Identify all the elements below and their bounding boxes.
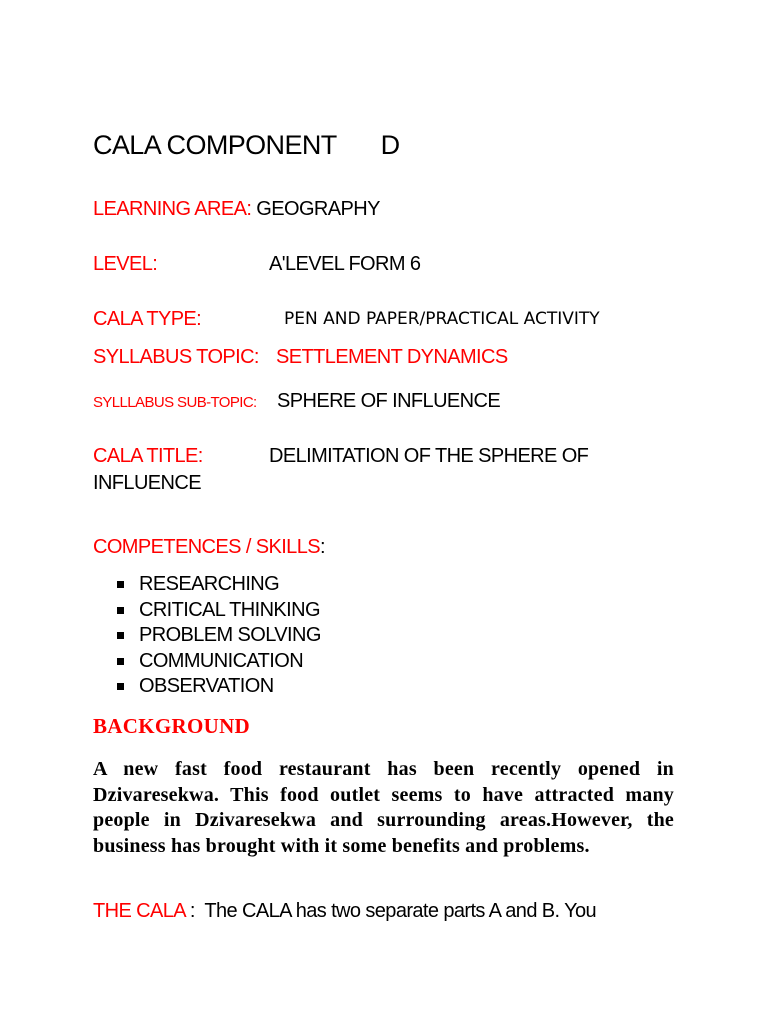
syllabus-topic-row xyxy=(93,346,259,369)
cala-type-value: PEN AND PAPER/PRACTICAL ACTIVITY xyxy=(284,309,600,329)
square-bullet-icon xyxy=(117,632,124,639)
level-row xyxy=(93,253,157,276)
competences-heading xyxy=(93,536,325,559)
sub-topic-row xyxy=(93,394,257,412)
title-right: D xyxy=(380,130,400,160)
sub-topic-label: SYLLLABUS SUB-TOPIC: xyxy=(93,394,257,411)
level-label: LEVEL: xyxy=(93,253,158,275)
syllabus-topic-value: SETTLEMENT DYNAMICS xyxy=(276,346,508,368)
cala-title-label: CALA TITLE: xyxy=(93,445,203,467)
list-item: COMMUNICATION xyxy=(117,649,321,675)
the-cala-text: The CALA has two separate parts A and B. You xyxy=(194,900,597,922)
the-cala-label: THE CALA xyxy=(93,900,185,922)
the-cala-separator: : xyxy=(184,900,195,922)
competences-colon: : xyxy=(319,536,325,558)
background-paragraph: A new fast food restaurant has been recently opened in Dzivaresekwa. This food outlet seems to have attracted many people in Dzivaresekwa and surrounding areas.However, the business has brought with it some benefits and problems. xyxy=(93,758,674,857)
square-bullet-icon xyxy=(117,683,124,690)
list-item: OBSERVATION xyxy=(117,674,321,700)
list-item: CRITICAL THINKING xyxy=(117,598,321,624)
square-bullet-icon xyxy=(117,607,124,614)
syllabus-topic-label: SYLLABUS TOPIC: xyxy=(93,346,259,368)
level-value: A'LEVEL FORM 6 xyxy=(269,253,421,275)
learning-area-row xyxy=(93,198,380,221)
learning-area-label: LEARNING AREA: xyxy=(93,198,252,220)
background-heading: BACKGROUND xyxy=(93,714,251,738)
sub-topic-value: SPHERE OF INFLUENCE xyxy=(277,390,501,412)
page-title xyxy=(93,130,400,161)
the-cala-row xyxy=(93,900,596,923)
cala-title-row xyxy=(93,445,203,468)
square-bullet-icon xyxy=(117,581,124,588)
cala-type-row xyxy=(93,308,201,331)
cala-title-value-line2: INFLUENCE xyxy=(93,472,201,494)
list-item: RESEARCHING xyxy=(117,572,321,598)
title-left: CALA COMPONENT xyxy=(93,130,337,160)
cala-title-value-line1: DELIMITATION OF THE SPHERE OF xyxy=(269,445,589,467)
learning-area-value: GEOGRAPHY xyxy=(256,198,380,220)
cala-type-label: CALA TYPE: xyxy=(93,308,202,330)
skills-list xyxy=(117,572,321,700)
square-bullet-icon xyxy=(117,658,124,665)
competences-label: COMPETENCES / SKILLS xyxy=(93,536,320,558)
list-item: PROBLEM SOLVING xyxy=(117,623,321,649)
